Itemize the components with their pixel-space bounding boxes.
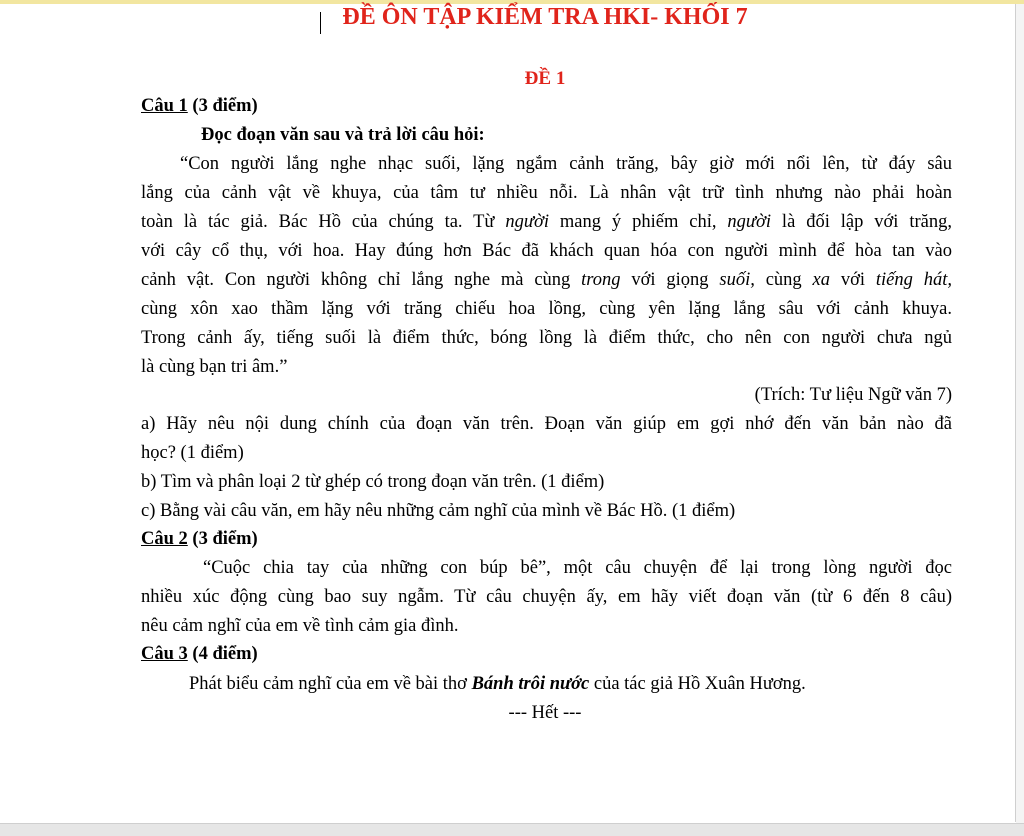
passage-text: cảnh vật. Con người không chỉ lắng nghe mà cùng (141, 270, 582, 290)
poem-title: Bánh trôi nước (471, 674, 590, 694)
question-1c: c) Bằng vài câu văn, em hãy nêu những cảm nghĩ của mình về Bác Hồ. (1 điểm) (141, 501, 736, 521)
italic-word: tiếng hát, (875, 270, 952, 290)
question-1a-line-2: học? (1 điểm) (141, 443, 244, 463)
question-3-points: (4 điểm) (187, 644, 258, 664)
question-3-text: của tác giả Hồ Xuân Hương. (589, 674, 806, 694)
passage-line-6: cùng xôn xao thầm lặng với trăng chiếu hoa lồng, cùng yên lặng lắng sâu với cảnh khuya. (141, 299, 952, 319)
italic-word: suối, (719, 270, 755, 290)
passage-line-7: Trong cảnh ấy, tiếng suối là điểm thức, bóng lồng là điểm thức, cho nên con người chưa ngủ (141, 328, 952, 348)
question-3-label: Câu 3 (141, 644, 188, 664)
passage-line-5 (141, 270, 952, 290)
passage-text: là đối lập với trăng, (771, 212, 952, 232)
italic-word: người (727, 212, 772, 232)
document-title: ĐỀ ÔN TẬP KIỂM TRA HKI- KHỐI 7 (342, 4, 748, 30)
passage-text: mang ý phiếm chỉ, (549, 212, 728, 232)
passage-line-2: lắng của cảnh vật về khuya, của tâm tư nhiều nỗi. Là nhân vật trữ tình nhưng nào phải hoàn (141, 183, 952, 203)
question-3-heading (141, 644, 258, 664)
question-3-line-1 (189, 674, 806, 694)
exam-label: ĐỀ 1 (524, 68, 566, 89)
question-2-line-2: nhiều xúc động cùng bao suy ngẫm. Từ câu chuyện ấy, em hãy viết đoạn văn (từ 6 đến 8 câu) (141, 587, 952, 607)
question-2-heading (141, 529, 258, 549)
question-1a-line-1: a) Hãy nêu nội dung chính của đoạn văn trên. Đoạn văn giúp em gợi nhớ đến văn bản nào đã (141, 414, 952, 434)
question-1-instruction: Đọc đoạn văn sau và trả lời câu hỏi: (201, 125, 485, 145)
passage-text: toàn là tác giả. Bác Hồ của chúng ta. Từ (141, 212, 506, 232)
question-1-points: (3 điểm) (187, 96, 258, 116)
passage-line-3 (141, 212, 952, 232)
italic-word: người (505, 212, 549, 232)
italic-word: xa (812, 270, 830, 290)
question-1-heading (141, 96, 258, 116)
question-2-line-3: nêu cảm nghĩ của em về tình cảm gia đình. (141, 616, 459, 636)
question-1-label: Câu 1 (141, 96, 188, 116)
question-2-points: (3 điểm) (187, 529, 258, 549)
document-page[interactable] (0, 4, 1016, 822)
passage-text: với (830, 270, 876, 290)
end-marker: --- Hết --- (508, 703, 582, 723)
right-gutter (1016, 4, 1024, 824)
passage-line-8: là cùng bạn tri âm.” (141, 357, 288, 377)
question-1b: b) Tìm và phân loại 2 từ ghép có trong đoạn văn trên. (1 điểm) (141, 472, 605, 492)
question-3-text: Phát biểu cảm nghĩ của em về bài thơ (189, 674, 472, 694)
passage-line-1: “Con người lắng nghe nhạc suối, lặng ngắm cảnh trăng, bây giờ mới nổi lên, từ đáy sâu (180, 154, 952, 174)
passage-text: với giọng (620, 270, 720, 290)
passage-line-4: với cây cổ thụ, với hoa. Hay đúng hơn Bác đã khách quan hóa con người mình để hòa tan vào (141, 241, 952, 261)
passage-text: cùng (754, 270, 813, 290)
passage-source: (Trích: Tư liệu Ngữ văn 7) (754, 385, 952, 405)
italic-word: trong (581, 270, 621, 290)
question-2-label: Câu 2 (141, 529, 188, 549)
question-2-line-1: “Cuộc chia tay của những con búp bê”, một câu chuyện để lại trong lòng người đọc (203, 558, 952, 578)
status-bar (0, 823, 1024, 836)
